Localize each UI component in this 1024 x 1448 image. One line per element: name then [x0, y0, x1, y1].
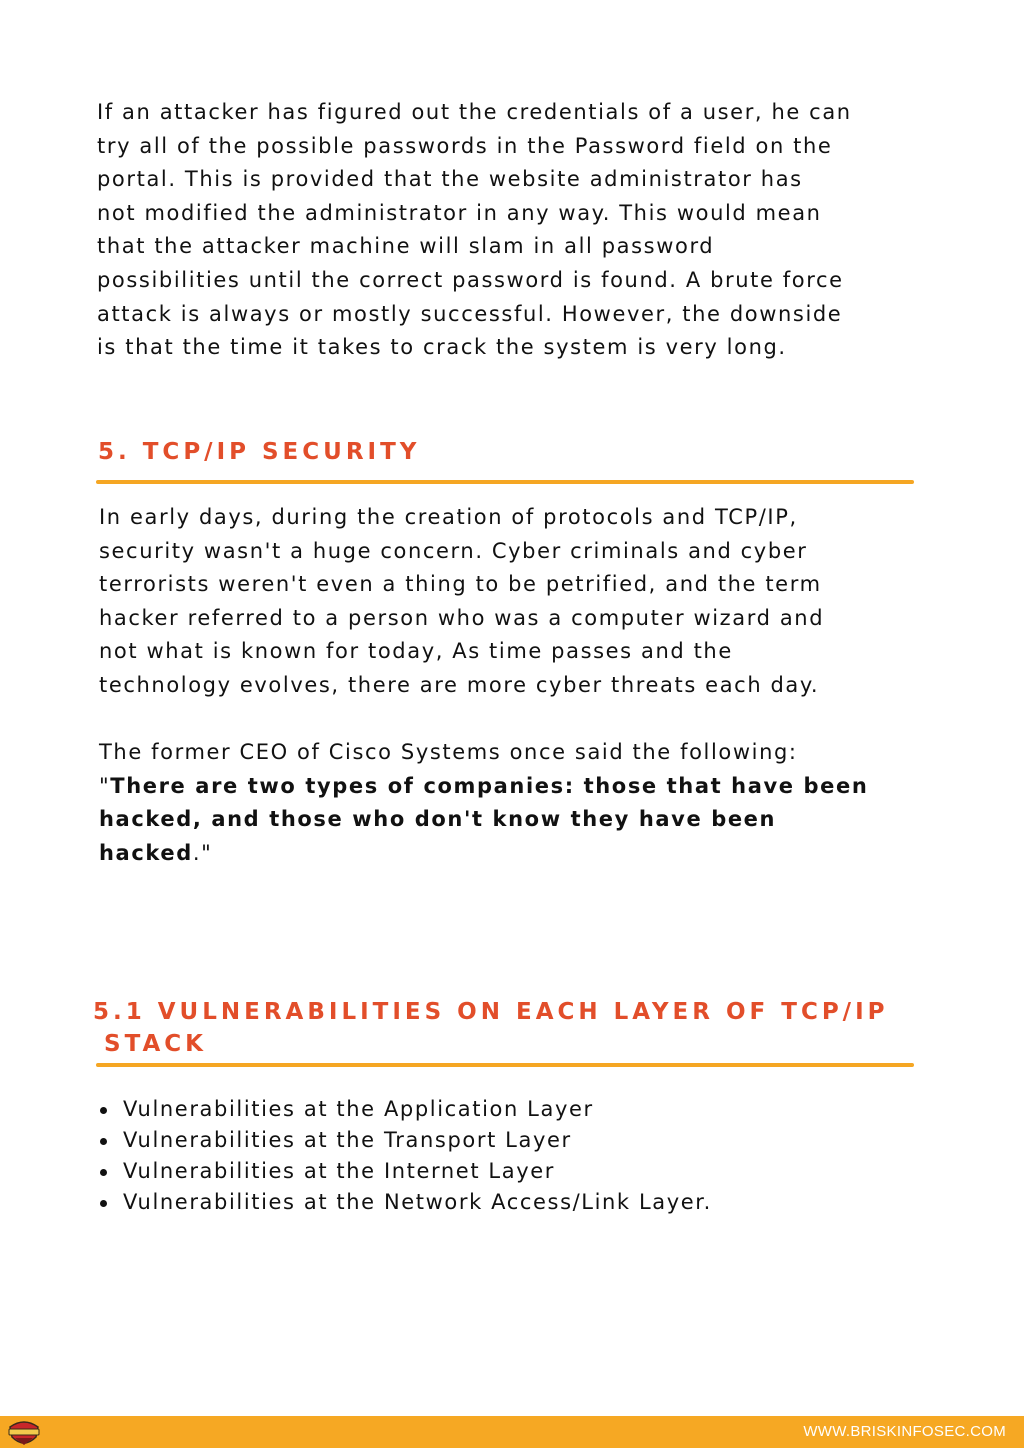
quote-bold-2: hacked, and those who don't know they have been [99, 807, 777, 832]
intro-line: try all of the possible passwords in the Password field on the [97, 133, 833, 158]
list-item-label: Vulnerabilities at the Network Access/Link Layer. [123, 1190, 712, 1214]
quote-bold-3: hacked [99, 840, 193, 865]
section-5-line: security wasn't a huge concern. Cyber criminals and cyber [99, 538, 808, 563]
quote-close-mark: ." [192, 840, 213, 865]
quote-open-mark: " [99, 773, 111, 798]
bullet-icon [100, 1107, 107, 1114]
section-5-1-heading [93, 996, 889, 1060]
section-5-1-rule [96, 1063, 914, 1067]
intro-line: If an attacker has figured out the credentials of a user, he can [97, 100, 852, 124]
quote-line-3 [99, 837, 868, 871]
section-5-line: technology evolves, there are more cyber threats each day. [99, 672, 820, 697]
brisk-infosec-logo-icon [6, 1419, 42, 1447]
intro-line: not modified the administrator in any way. This would mean [97, 200, 822, 225]
quote-paragraph [99, 736, 868, 870]
intro-line: attack is always or mostly successful. However, the downside [97, 301, 843, 326]
bullet-icon [100, 1200, 107, 1207]
footer-bar [0, 1416, 1024, 1448]
intro-line: is that the time it takes to crack the system is very long. [97, 335, 787, 360]
quote-line-2 [99, 803, 868, 837]
list-item [99, 1187, 712, 1218]
intro-paragraph [97, 96, 852, 365]
quote-bold-1: There are two types of companies: those that have been [110, 773, 869, 798]
bullet-icon [100, 1169, 107, 1176]
vulnerability-list [99, 1094, 712, 1218]
section-5-line: terrorists weren't even a thing to be petrified, and the term [99, 572, 822, 597]
section-5-rule [96, 480, 914, 484]
intro-line: portal. This is provided that the website administrator has [97, 167, 803, 192]
list-item [99, 1156, 712, 1187]
section-5-line: hacker referred to a person who was a computer wizard and [99, 605, 825, 630]
website-link[interactable]: WWW.BRISKINFOSEC.COM [803, 1423, 1006, 1440]
list-item [99, 1094, 712, 1125]
list-item-label: Vulnerabilities at the Application Layer [123, 1097, 594, 1121]
list-item-label: Vulnerabilities at the Transport Layer [123, 1128, 572, 1152]
list-item-label: Vulnerabilities at the Internet Layer [123, 1159, 555, 1183]
section-5-heading: 5. TCP/IP SECURITY [98, 439, 421, 465]
bullet-icon [100, 1138, 107, 1145]
section-5-1-heading-line-2: STACK [104, 1031, 207, 1057]
section-5-line: In early days, during the creation of protocols and TCP/IP, [99, 505, 798, 529]
quote-intro: The former CEO of Cisco Systems once said the following: [99, 740, 798, 764]
section-5-1-heading-line-1: 5.1 VULNERABILITIES ON EACH LAYER OF TCP/IP [93, 999, 889, 1025]
section-5-paragraph [99, 501, 824, 703]
section-5-line: not what is known for today, As time passes and the [99, 639, 733, 664]
quote-line-1 [99, 770, 868, 804]
intro-line: possibilities until the correct password is found. A brute force [97, 267, 844, 292]
list-item [99, 1125, 712, 1156]
intro-line: that the attacker machine will slam in all password [97, 234, 715, 259]
